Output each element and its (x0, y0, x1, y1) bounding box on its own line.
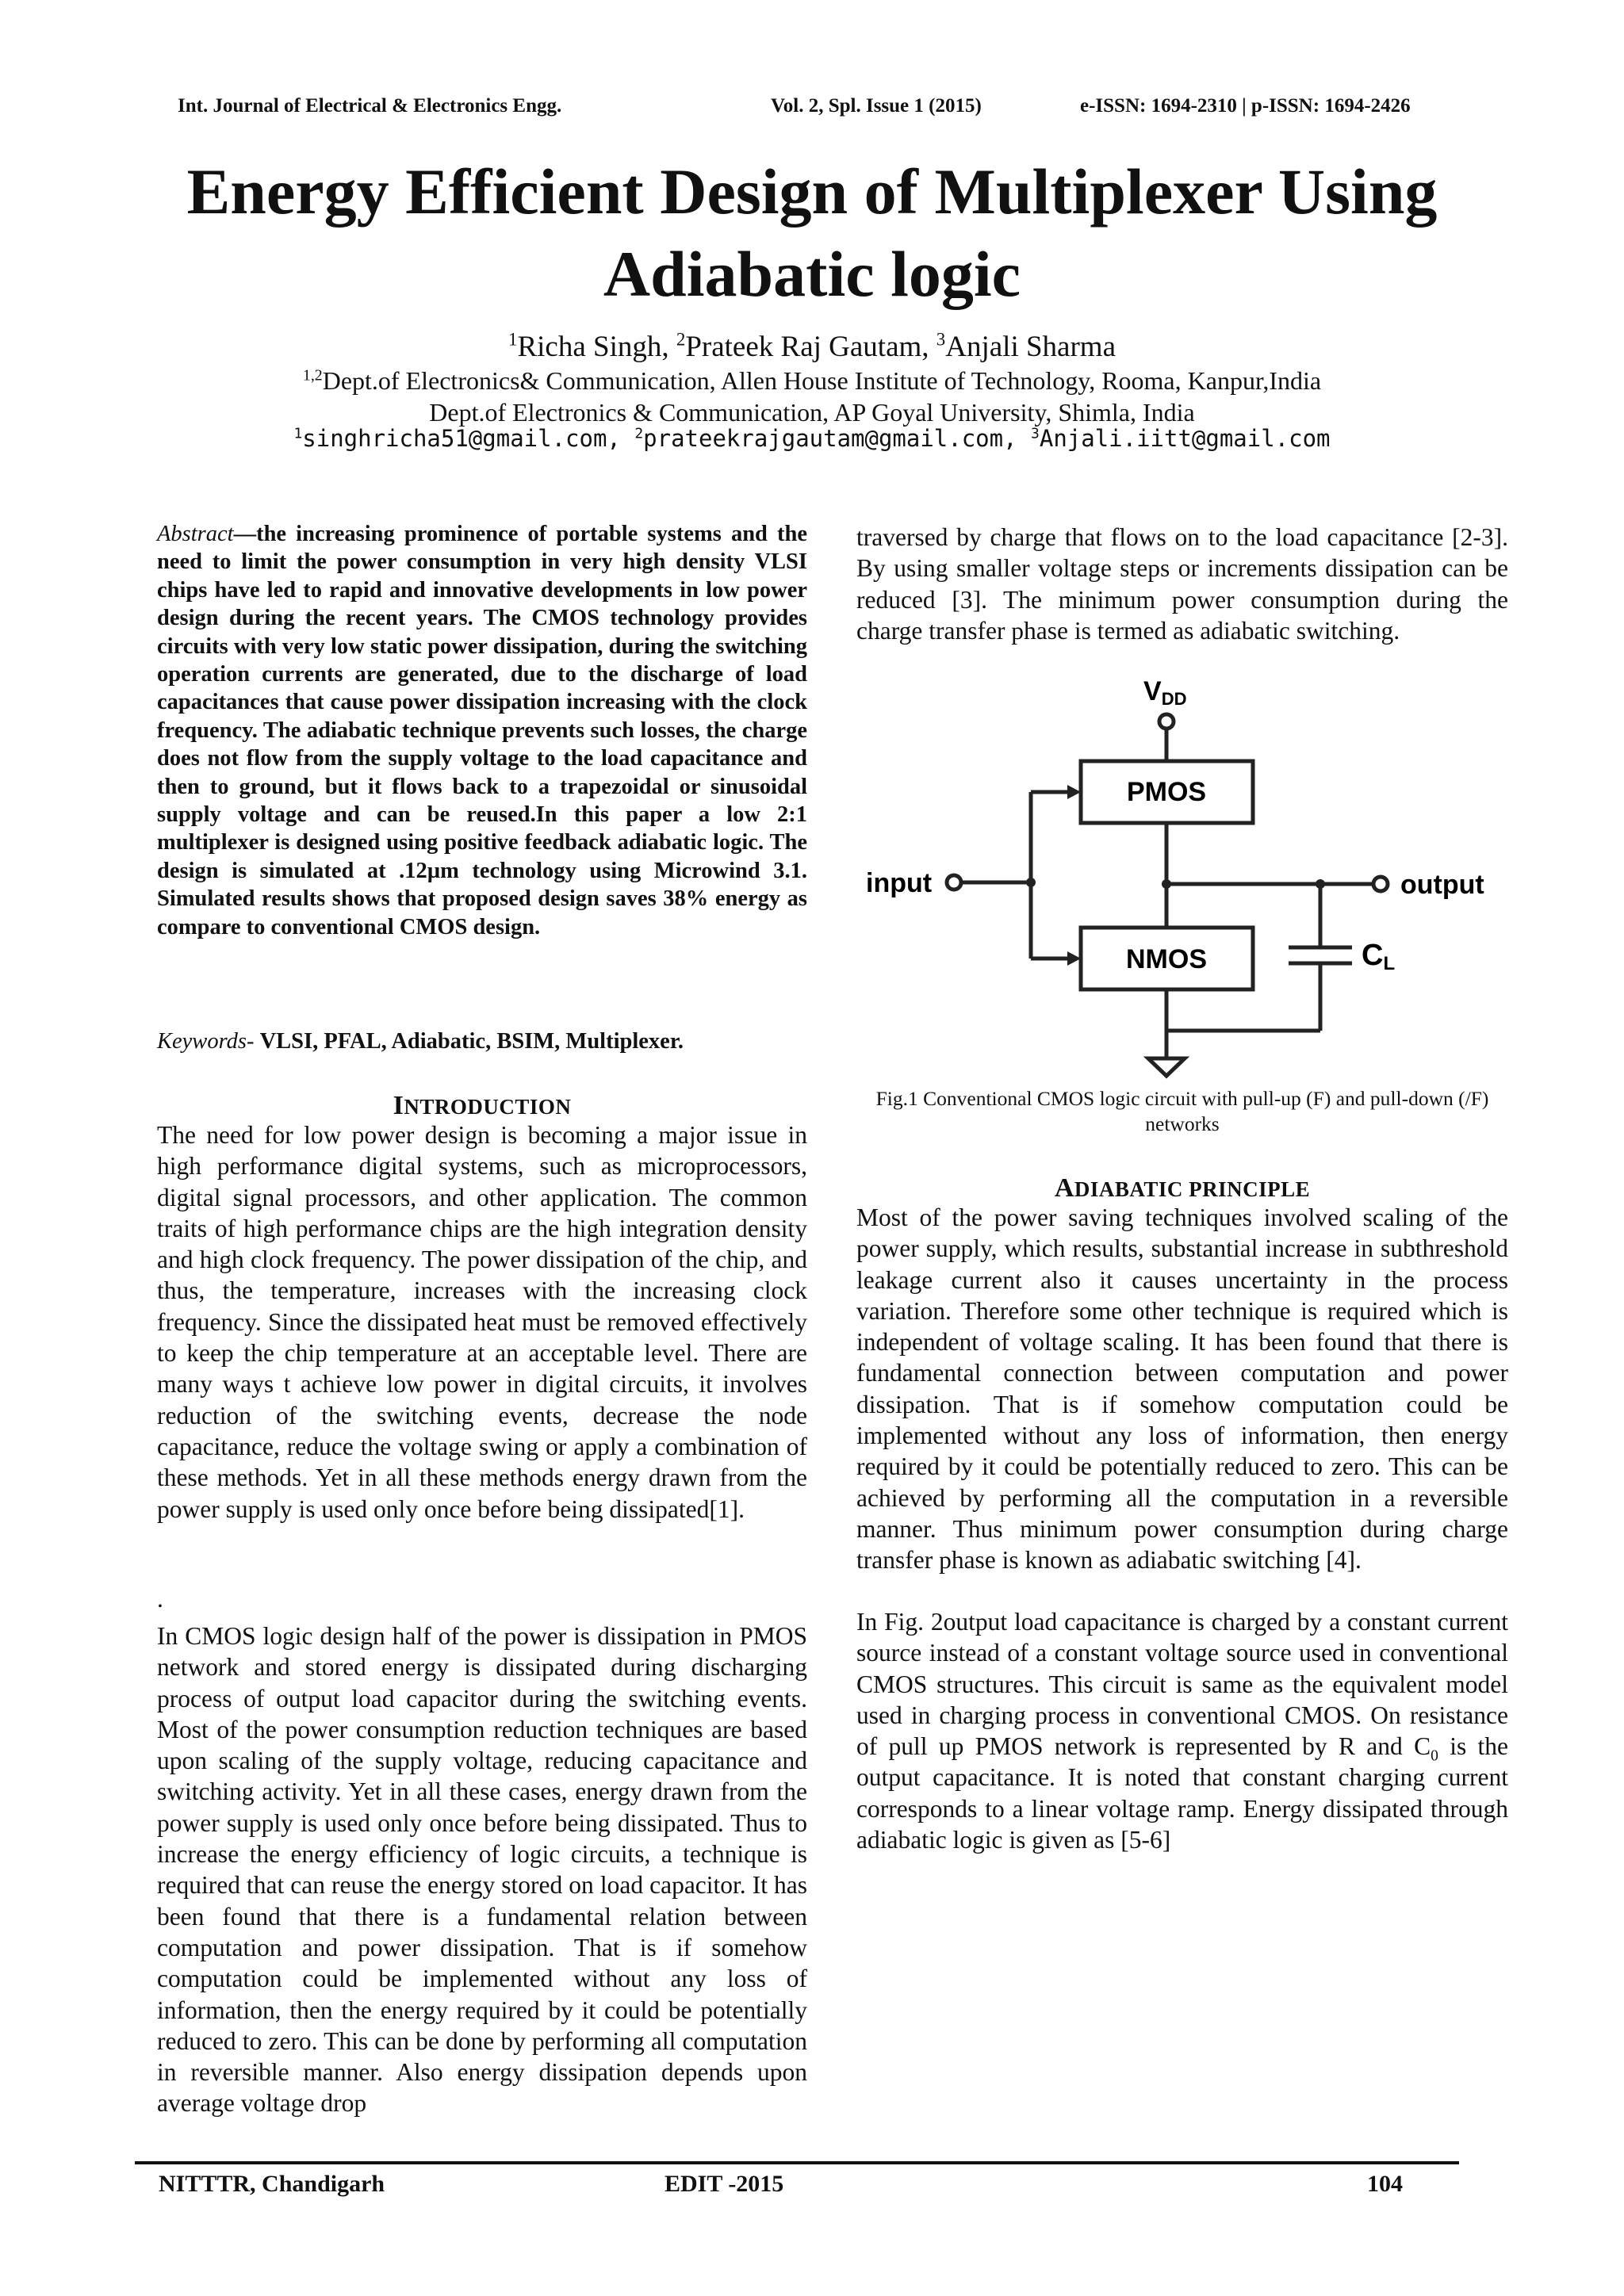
author-3: Anjali Sharma (945, 331, 1116, 363)
keywords-label: Keywords- (157, 1029, 260, 1054)
paper-title (159, 151, 1465, 316)
keywords (157, 1029, 807, 1054)
adiabatic-principle-heading (856, 1173, 1508, 1203)
pmos-label: PMOS (1126, 777, 1207, 807)
email-2-index: 2 (634, 425, 644, 442)
introduction-heading-initial: I (393, 1091, 404, 1120)
email-3: Anjali.iitt@gmail.com (1039, 425, 1331, 452)
right-column-paragraph: traversed by charge that flows on to the load capacitance [2-3]. By using smaller voltage steps or increments dissipation can be reduced [3]. The minimum power consumption during the charge transfer phase is termed as adiabatic switching. (856, 523, 1508, 645)
affiliation-1-text: Dept.of Electronics& Communication, Allen House Institute of Technology, Rooma, Kanpur,India (322, 366, 1322, 395)
pmos-input-arrow (1067, 785, 1081, 799)
adiabatic-paragraph-2-end: is the output capacitance. It is noted that constant charging current corresponds to a linear voltage ramp. Energy dissipated through adiabatic logic is given as [5-6] (856, 1732, 1509, 1854)
keywords-text: VLSI, PFAL, Adiabatic, BSIM, Multiplexer. (259, 1029, 684, 1054)
output-terminal (1373, 877, 1388, 891)
adiabatic-paragraph-1: Most of the power saving techniques involved scaling of the power supply, which results, substantial increase in subthreshold leakage current also it causes uncertainty in the process variation. Therefore some other technique is required which is independent of voltage scaling. It has been found that there is fundamental connection between computation and power dissipation. That is if somehow computation could be implemented without any loss of information, then energy required by it could be potentially reduced to zero. This can be achieved by performing all the computation in a reversible manner. Thus minimum power consumption during charge transfer phase is known as adiabatic switching [4]. (856, 1203, 1508, 1575)
capacitance-subscript: 0 (1431, 1747, 1438, 1765)
title-line-2: Adiabatic logic (603, 238, 1021, 310)
journal-volume: Vol. 2, Spl. Issue 1 (2015) (771, 95, 982, 117)
introduction-paragraph-2: In CMOS logic design half of the power is dissipation in PMOS network and stored energy is dissipated during discharging process of output load capacitor during the switching events. Most of the power consumption reduction techniques are based upon scaling of the supply voltage, reducing capacitance and switching activity. Yet in all these cases, energy drawn from the power supply is used only once before being dissipated. Thus to increase the energy efficiency of logic circuits, a technique is required that can reuse the energy stored on load capacitor. It has been found that there is a fundamental relation between computation and power dissipation. That is if somehow computation could be implemented without any loss of information, then the energy required by it could be potentially reduced to zero. This can be done by performing all computation in reversible manner. Also energy dissipation depends upon average voltage drop (157, 1622, 807, 2118)
footer-rule (135, 2161, 1459, 2164)
introduction-dot: . (157, 1585, 163, 1613)
abstract (157, 520, 807, 941)
vdd-terminal (1159, 714, 1174, 729)
affiliation-1 (0, 366, 1624, 396)
adiabatic-paragraph-2-start: In Fig. 2output load capacitance is charged by a constant current source instead of a constant voltage source used in conventional CMOS structures. This circuit is same as the equivalent model used in charging process in conventional CMOS. On resistance of pull up PMOS network is represented by R and C (856, 1608, 1508, 1761)
cmos-circuit-diagram (856, 670, 1515, 1082)
ground-symbol (1148, 1058, 1185, 1076)
title-line-1: Energy Efficient Design of Multiplexer Using (186, 155, 1438, 228)
footer-conference: EDIT -2015 (665, 2171, 784, 2197)
figure-1-cmos-circuit (856, 670, 1515, 1082)
capacitor-junction (1316, 879, 1325, 889)
abstract-text: the increasing prominence of portable systems and the need to limit the power consumption in very high density VLSI chips have led to rapid and innovative developments in low power design during the recent years. The CMOS technology provides circuits with very low static power dissipation, during the switching operation currents are generated, due to the discharge of load capacitances that cause power dissipation increasing with the clock frequency. The adiabatic technique prevents such losses, the charge does not flow from the supply voltage to the load capacitance and then to ground, but it flows back to a trapezoidal or sinusoidal supply voltage and can be reused.In this paper a low 2:1 multiplexer is designed using positive feedback adiabatic logic. The design is simulated at .12µm technology using Microwind 3.1. Simulated results shows that proposed design saves 38% energy as compare to conventional CMOS design. (157, 522, 807, 939)
footer-institution: NITTTR, Chandigarh (159, 2171, 385, 2197)
page-number: 104 (1367, 2171, 1403, 2197)
load-capacitance-label: CL (1362, 939, 1396, 974)
email-1: singhricha51@gmail.com, (302, 425, 635, 452)
affiliation-2: Dept.of Electronics & Communication, AP Goyal University, Shimla, India (429, 398, 1195, 427)
author-emails (0, 425, 1624, 452)
author-2-index: 2 (676, 329, 686, 350)
output-label: output (1400, 870, 1484, 900)
email-2: prateekrajgautam@gmail.com, (643, 425, 1032, 452)
author-1: Richa Singh, (517, 331, 676, 363)
nmos-input-arrow (1067, 951, 1081, 966)
adiabatic-paragraph-2 (856, 1606, 1508, 1855)
journal-issn: e-ISSN: 1694-2310 | p-ISSN: 1694-2426 (1080, 95, 1411, 117)
adiabatic-heading-rest: DIABATIC PRINCIPLE (1074, 1177, 1311, 1201)
introduction-heading (157, 1091, 807, 1121)
adiabatic-heading-initial: A (1054, 1173, 1074, 1203)
input-label: input (866, 868, 933, 898)
author-1-index: 1 (508, 329, 518, 350)
author-list (0, 330, 1624, 364)
vdd-label: VDD (1143, 676, 1187, 709)
email-3-index: 3 (1031, 425, 1040, 442)
output-node-junction (1162, 879, 1171, 889)
nmos-label: NMOS (1126, 944, 1207, 974)
introduction-paragraph-1: The need for low power design is becoming a major issue in high performance digital systems, such as microprocessors, digital signal processors, and other application. The common traits of high performance chips are the high integration density and high clock frequency. The power dissipation of the chip, and thus, the temperature, increases with the increasing clock frequency. Since the dissipated heat must be removed effectively to keep the chip temperature at an acceptable level. There are many ways t achieve low power in digital circuits, it involves reduction of the switching events, decrease the node capacitance, reduce the voltage swing or apply a combination of these methods. Yet in all these methods energy drawn from the power supply is used only once before being dissipated[1]. (157, 1121, 807, 1523)
author-2: Prateek Raj Gautam, (685, 331, 936, 363)
abstract-label: Abstract (157, 522, 234, 546)
abstract-dash: — (233, 522, 257, 546)
input-junction (1026, 878, 1036, 887)
introduction-heading-rest: NTRODUCTION (404, 1095, 572, 1119)
author-3-index: 3 (936, 329, 946, 350)
figure-1-caption: Fig.1 Conventional CMOS logic circuit with pull-up (F) and pull-down (/F) networks (875, 1087, 1489, 1135)
journal-name: Int. Journal of Electrical & Electronics Engg. (178, 95, 562, 117)
email-1-index: 1 (293, 425, 303, 442)
affiliation-1-index: 1,2 (302, 366, 323, 385)
input-terminal (947, 875, 961, 890)
